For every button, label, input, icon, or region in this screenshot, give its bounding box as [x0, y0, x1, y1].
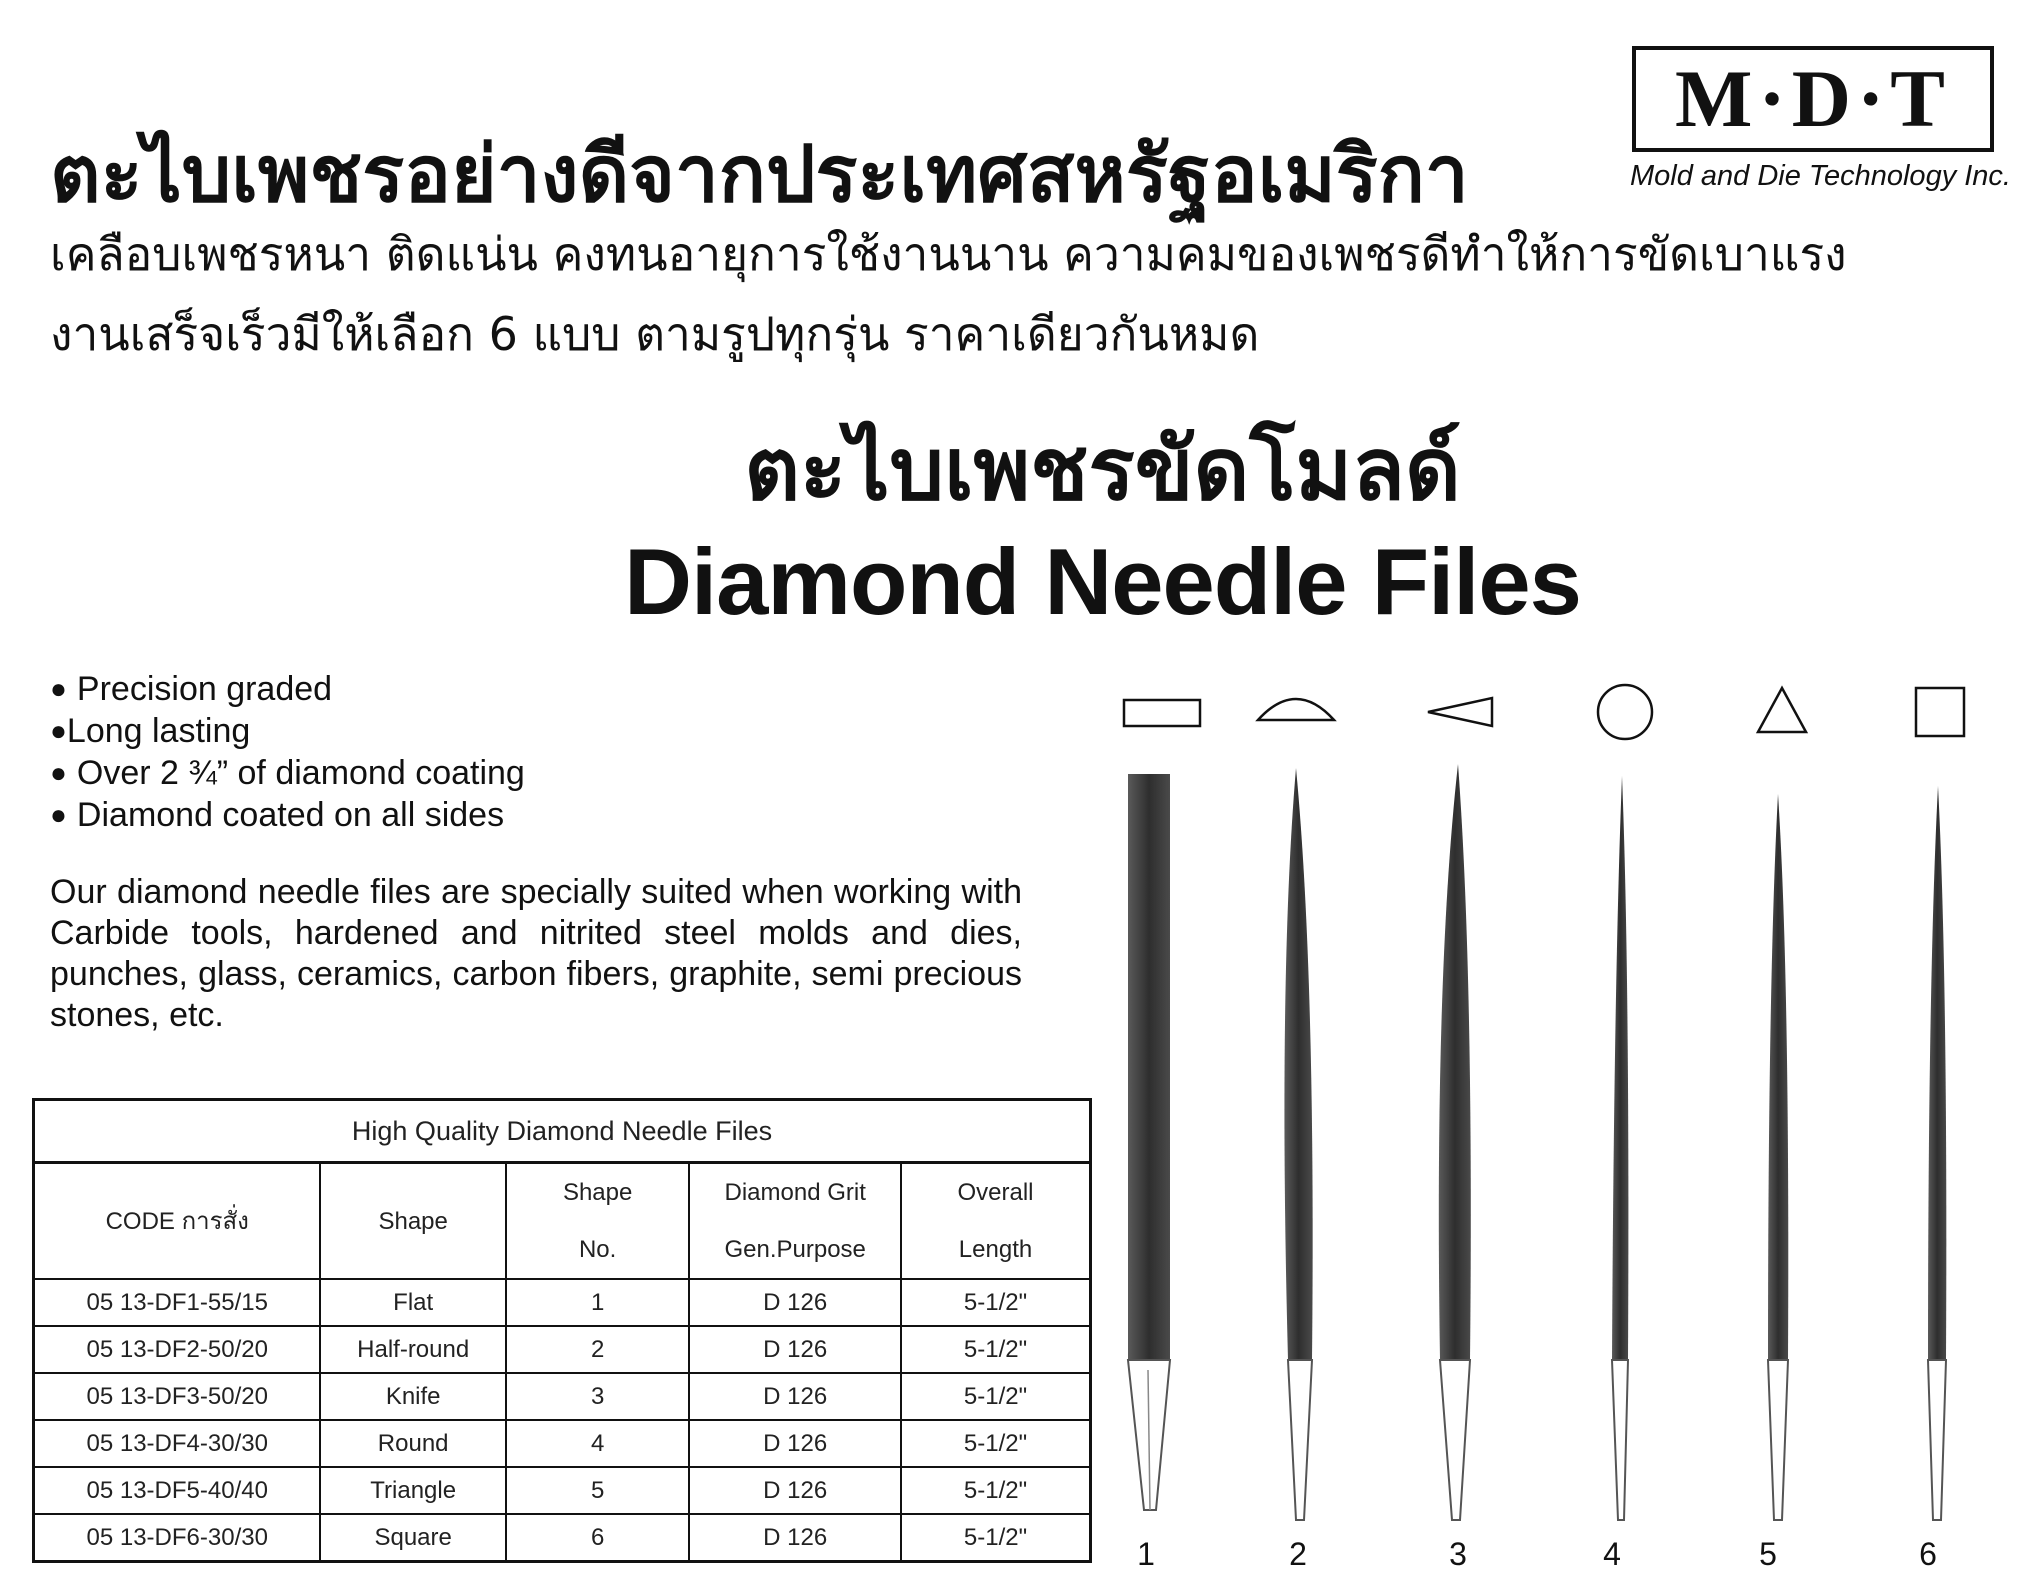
logo-text: M·D·T — [1675, 53, 1951, 144]
file-5-triangle — [1768, 794, 1788, 1520]
cell-shape-no: 5 — [506, 1467, 689, 1514]
product-description: Our diamond needle files are specially suited when working with Carbide tools, hardened and nitrited steel molds and dies, punches, glass, ceramics, carbon fibers, graphite, semi precious stones, etc. — [50, 873, 1022, 1034]
cell-grit: D 126 — [689, 1326, 901, 1373]
half-round-icon — [1258, 699, 1334, 720]
cell-length: 5-1/2" — [901, 1326, 1090, 1373]
thai-line-1: เคลือบเพชรหนา ติดแน่น คงทนอายุการใช้งานนาน ความคมของเพชรดีทำให้การขัดเบาแรง — [50, 227, 1847, 281]
cell-code: 05 13-DF2-50/20 — [34, 1326, 321, 1373]
header-code: CODE การสั่ง — [34, 1163, 321, 1280]
table-row — [34, 1373, 1091, 1420]
header-diamond-grit: Diamond Grit Gen.Purpose — [689, 1163, 901, 1280]
spec-table — [32, 1098, 1092, 1563]
cell-length: 5-1/2" — [901, 1373, 1090, 1420]
cell-shape: Half-round — [320, 1326, 506, 1373]
feature-list — [50, 668, 525, 836]
cell-shape: Triangle — [320, 1467, 506, 1514]
cell-shape: Flat — [320, 1279, 506, 1326]
file-number-1: 1 — [1137, 1536, 1155, 1572]
cell-length: 5-1/2" — [901, 1467, 1090, 1514]
feature-item: ● Diamond coated on all sides — [50, 796, 505, 834]
triangle-icon — [1758, 688, 1806, 732]
file-3-knife — [1439, 764, 1471, 1520]
thai-subtitle: ตะไบเพชรขัดโมลด์ — [744, 420, 1461, 520]
cell-code: 05 13-DF1-55/15 — [34, 1279, 321, 1326]
table-caption: High Quality Diamond Needle Files — [34, 1100, 1091, 1163]
table-row — [34, 1420, 1091, 1467]
cell-shape: Knife — [320, 1373, 506, 1420]
header-overall-length: Overall Length — [901, 1163, 1090, 1280]
bullet-icon: ● — [50, 673, 67, 704]
table-row — [34, 1326, 1091, 1373]
header-shape-no: Shape No. — [506, 1163, 689, 1280]
cell-shape-no: 3 — [506, 1373, 689, 1420]
thai-title: ตะไบเพชรอย่างดีจากประเทศสหรัฐอเมริกา — [50, 130, 1469, 220]
bullet-icon: ● — [50, 715, 67, 746]
feature-item: ● Precision graded — [50, 670, 333, 708]
file-number-6: 6 — [1919, 1536, 1937, 1572]
file-4-round — [1612, 776, 1628, 1520]
file-number-3: 3 — [1449, 1536, 1467, 1572]
cell-grit: D 126 — [689, 1467, 901, 1514]
thai-line-2: งานเสร็จเร็วมีให้เลือก 6 แบบ ตามรูปทุกรุ่น ราคาเดียวกันหมด — [50, 307, 1260, 361]
table-row — [34, 1279, 1091, 1326]
file-number-5: 5 — [1759, 1536, 1777, 1572]
cell-shape-no: 2 — [506, 1326, 689, 1373]
cell-code: 05 13-DF6-30/30 — [34, 1514, 321, 1562]
cell-code: 05 13-DF5-40/40 — [34, 1467, 321, 1514]
cell-code: 05 13-DF4-30/30 — [34, 1420, 321, 1467]
flat-rectangle-icon — [1124, 700, 1200, 726]
cell-grit: D 126 — [689, 1279, 901, 1326]
table-row — [34, 1514, 1091, 1562]
cell-length: 5-1/2" — [901, 1420, 1090, 1467]
cell-length: 5-1/2" — [901, 1279, 1090, 1326]
file-2-half-round — [1284, 768, 1312, 1520]
cell-shape: Round — [320, 1420, 506, 1467]
cell-code: 05 13-DF3-50/20 — [34, 1373, 321, 1420]
feature-item: ● Over 2 ¾” of diamond coating — [50, 754, 525, 792]
cell-grit: D 126 — [689, 1373, 901, 1420]
english-title: Diamond Needle Files — [624, 529, 1581, 634]
feature-item: ●Long lasting — [50, 712, 251, 750]
file-6-square — [1928, 786, 1946, 1520]
knife-icon — [1428, 698, 1492, 726]
cell-shape-no: 4 — [506, 1420, 689, 1467]
bullet-icon: ● — [50, 757, 67, 788]
cell-shape-no: 6 — [506, 1514, 689, 1562]
table-row — [34, 1467, 1091, 1514]
round-icon — [1598, 685, 1652, 739]
needle-files-illustration — [1090, 680, 2010, 1560]
header-shape: Shape — [320, 1163, 506, 1280]
bullet-icon: ● — [50, 799, 67, 830]
logo-subtitle: Mold and Die Technology Inc. — [1630, 160, 2011, 192]
cell-grit: D 126 — [689, 1420, 901, 1467]
cell-shape: Square — [320, 1514, 506, 1562]
file-number-2: 2 — [1289, 1536, 1307, 1572]
cell-grit: D 126 — [689, 1514, 901, 1562]
square-icon — [1916, 688, 1964, 736]
cell-shape-no: 1 — [506, 1279, 689, 1326]
cell-length: 5-1/2" — [901, 1514, 1090, 1562]
file-1-flat — [1128, 774, 1170, 1510]
file-number-4: 4 — [1603, 1536, 1621, 1572]
mdt-logo — [1632, 46, 1994, 152]
